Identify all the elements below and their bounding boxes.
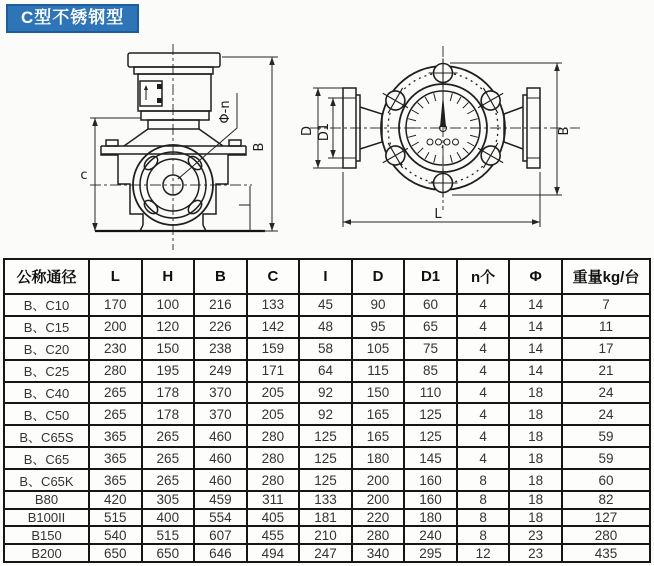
table-cell: 21 (562, 360, 650, 382)
table-cell: 60 (562, 469, 650, 491)
table-row (4, 544, 650, 562)
table-cell: 205 (247, 382, 300, 404)
table-cell: 180 (352, 447, 405, 469)
table-cell: 8 (457, 469, 510, 491)
table-cell: 646 (194, 544, 247, 562)
table-cell: 205 (247, 403, 300, 425)
table-cell: 650 (89, 544, 142, 562)
table-cell: 24 (562, 403, 650, 425)
section-title-text: C型不锈钢型 (21, 8, 125, 27)
table-cell: 133 (247, 294, 300, 316)
table-cell: 8 (457, 526, 510, 544)
window-clip (157, 84, 162, 89)
table-cell: 133 (299, 491, 352, 509)
table-cell: 85 (404, 360, 457, 382)
odometer-digit (444, 139, 450, 145)
table-cell: 4 (457, 425, 510, 447)
odometer-digit (453, 139, 459, 145)
odometer-digit (427, 139, 433, 145)
table-cell: 170 (89, 294, 142, 316)
table-cell: 64 (299, 360, 352, 382)
table-cell: 200 (352, 491, 405, 509)
table-cell: B150 (4, 526, 89, 544)
table-cell: B100II (4, 509, 89, 527)
table-cell: 180 (404, 509, 457, 527)
table-cell: B200 (4, 544, 89, 562)
table-cell: B、C10 (4, 294, 89, 316)
table-row (4, 491, 650, 509)
table-cell: 159 (247, 338, 300, 360)
table-cell: 455 (247, 526, 300, 544)
dim-label-d: D (300, 125, 315, 137)
column-header: C (247, 259, 300, 294)
column-header: 公称通径 (4, 259, 89, 294)
technical-drawings (0, 0, 654, 256)
column-header: D (352, 259, 405, 294)
table-cell: 125 (299, 469, 352, 491)
odometer-digit (436, 139, 442, 145)
table-cell: 17 (562, 338, 650, 360)
table-cell: 210 (299, 526, 352, 544)
table-cell: 59 (562, 447, 650, 469)
table-cell: 4 (457, 447, 510, 469)
table-cell: 265 (89, 403, 142, 425)
table-cell: 200 (352, 469, 405, 491)
table-row (4, 526, 650, 544)
table-cell: 160 (404, 491, 457, 509)
table-cell: 4 (457, 294, 510, 316)
column-header: I (299, 259, 352, 294)
shoulder-left (124, 129, 148, 146)
table-cell: 18 (509, 469, 562, 491)
table-cell: 280 (89, 360, 142, 382)
table-cell: 12 (457, 544, 510, 562)
table-cell: 220 (352, 509, 405, 527)
table-cell: 8 (457, 509, 510, 527)
table-header-row (4, 259, 650, 294)
table-cell: B、C40 (4, 382, 89, 404)
table-cell: 160 (404, 469, 457, 491)
table-cell: 18 (509, 491, 562, 509)
table-cell: 216 (194, 294, 247, 316)
table-row (4, 360, 650, 382)
table-cell: B、C50 (4, 403, 89, 425)
table-cell: 494 (247, 544, 300, 562)
table-cell: 100 (142, 294, 195, 316)
front-view-drawing (300, 46, 580, 227)
table-cell: 280 (247, 469, 300, 491)
spec-table (3, 258, 651, 563)
table-cell: 178 (142, 382, 195, 404)
table-row (4, 447, 650, 469)
table-cell: 11 (562, 316, 650, 338)
table-cell: 435 (562, 544, 650, 562)
table-row (4, 316, 650, 338)
table-cell: 459 (194, 491, 247, 509)
table-cell: 120 (142, 316, 195, 338)
table-cell: 18 (509, 509, 562, 527)
table-cell: 125 (404, 425, 457, 447)
table-cell: 365 (89, 447, 142, 469)
table-cell: 515 (89, 509, 142, 527)
window-clip (157, 98, 162, 103)
table-cell: 305 (142, 491, 195, 509)
table-cell: 265 (89, 382, 142, 404)
head-cap (128, 53, 220, 67)
table-cell: 7 (562, 294, 650, 316)
table-cell: 226 (194, 316, 247, 338)
table-cell: 125 (299, 447, 352, 469)
table-cell: 60 (404, 294, 457, 316)
table-cell: 90 (352, 294, 405, 316)
table-cell: 311 (247, 491, 300, 509)
table-cell: 554 (194, 509, 247, 527)
table-row (4, 294, 650, 316)
table-cell: B、C25 (4, 360, 89, 382)
table-cell: 127 (562, 509, 650, 527)
table-cell: 95 (352, 316, 405, 338)
table-cell: 4 (457, 403, 510, 425)
table-cell: 607 (194, 526, 247, 544)
table-cell: 142 (247, 316, 300, 338)
table-row (4, 469, 650, 491)
table-cell: 181 (299, 509, 352, 527)
table-cell: 515 (142, 526, 195, 544)
table-cell: 265 (142, 447, 195, 469)
flange-tab-left (106, 140, 118, 146)
table-cell: 18 (509, 403, 562, 425)
spec-table-body (4, 294, 650, 562)
head-lower-band (141, 111, 209, 120)
table-cell: 178 (142, 403, 195, 425)
table-cell: 14 (509, 294, 562, 316)
table-cell: 92 (299, 382, 352, 404)
dim-label-b: B (252, 142, 267, 152)
table-cell: 340 (352, 544, 405, 562)
table-cell: 4 (457, 382, 510, 404)
column-header: L (89, 259, 142, 294)
table-cell: 240 (404, 526, 457, 544)
dim-label-b: B (557, 126, 572, 136)
table-cell: 265 (142, 425, 195, 447)
table-cell: 370 (194, 403, 247, 425)
table-cell: 150 (352, 382, 405, 404)
table-cell: 280 (352, 526, 405, 544)
table-cell: 18 (509, 382, 562, 404)
table-cell: 400 (142, 509, 195, 527)
column-header: 重量kg/台 (562, 259, 650, 294)
table-row (4, 403, 650, 425)
table-cell: 370 (194, 382, 247, 404)
table-cell: 23 (509, 544, 562, 562)
table-cell: 420 (89, 491, 142, 509)
table-cell: B、C65S (4, 425, 89, 447)
table-cell: 4 (457, 316, 510, 338)
dim-label-c: c (80, 168, 88, 183)
table-cell: 460 (194, 447, 247, 469)
table-cell: 115 (352, 360, 405, 382)
window-pointer-tip (144, 85, 148, 90)
table-cell: 45 (299, 294, 352, 316)
table-cell: B、C15 (4, 316, 89, 338)
table-cell: 540 (89, 526, 142, 544)
table-cell: 280 (562, 526, 650, 544)
table-cell: 125 (404, 403, 457, 425)
table-cell: 145 (404, 447, 457, 469)
table-cell: 171 (247, 360, 300, 382)
table-row (4, 338, 650, 360)
table-cell: 14 (509, 360, 562, 382)
table-cell: 200 (89, 316, 142, 338)
table-cell: 4 (457, 338, 510, 360)
table-cell: 165 (352, 403, 405, 425)
table-cell: 238 (194, 338, 247, 360)
column-header: Φ (509, 259, 562, 294)
table-cell: 48 (299, 316, 352, 338)
table-cell: 14 (509, 316, 562, 338)
table-cell: B、C65 (4, 447, 89, 469)
table-cell: 125 (299, 425, 352, 447)
table-cell: 82 (562, 491, 650, 509)
table-cell: 150 (142, 338, 195, 360)
dim-label-n-phi: Φ-n (218, 100, 233, 124)
table-cell: 65 (404, 316, 457, 338)
table-cell: 58 (299, 338, 352, 360)
table-cell: 18 (509, 425, 562, 447)
table-cell: B、C20 (4, 338, 89, 360)
table-cell: B、C65K (4, 469, 89, 491)
table-cell: 105 (352, 338, 405, 360)
column-header: H (142, 259, 195, 294)
table-cell: 4 (457, 360, 510, 382)
spec-table-container (3, 258, 651, 563)
flange-tab-right (229, 140, 241, 146)
table-cell: 110 (404, 382, 457, 404)
table-cell: 92 (299, 403, 352, 425)
table-row (4, 509, 650, 527)
dim-label-d1: D1 (317, 122, 332, 142)
dial-needle (440, 95, 446, 128)
table-cell: 405 (247, 509, 300, 527)
table-row (4, 425, 650, 447)
column-header: B (194, 259, 247, 294)
table-cell: 460 (194, 425, 247, 447)
table-cell: 249 (194, 360, 247, 382)
table-cell: 195 (142, 360, 195, 382)
table-cell: 650 (142, 544, 195, 562)
table-cell: 165 (352, 425, 405, 447)
table-cell: 23 (509, 526, 562, 544)
side-view-drawing (80, 44, 278, 250)
table-cell: 265 (142, 469, 195, 491)
table-cell: 230 (89, 338, 142, 360)
table-cell: 365 (89, 425, 142, 447)
table-cell: 24 (562, 382, 650, 404)
table-cell: B80 (4, 491, 89, 509)
column-header: n个 (457, 259, 510, 294)
table-cell: 247 (299, 544, 352, 562)
dim-label-l: L (434, 207, 442, 222)
table-cell: 75 (404, 338, 457, 360)
table-cell: 18 (509, 447, 562, 469)
table-cell: 8 (457, 491, 510, 509)
table-cell: 59 (562, 425, 650, 447)
table-cell: 280 (247, 425, 300, 447)
table-cell: 365 (89, 469, 142, 491)
table-row (4, 382, 650, 404)
table-cell: 280 (247, 447, 300, 469)
table-cell: 14 (509, 338, 562, 360)
table-cell: 460 (194, 469, 247, 491)
table-cell: 295 (404, 544, 457, 562)
column-header: D1 (404, 259, 457, 294)
